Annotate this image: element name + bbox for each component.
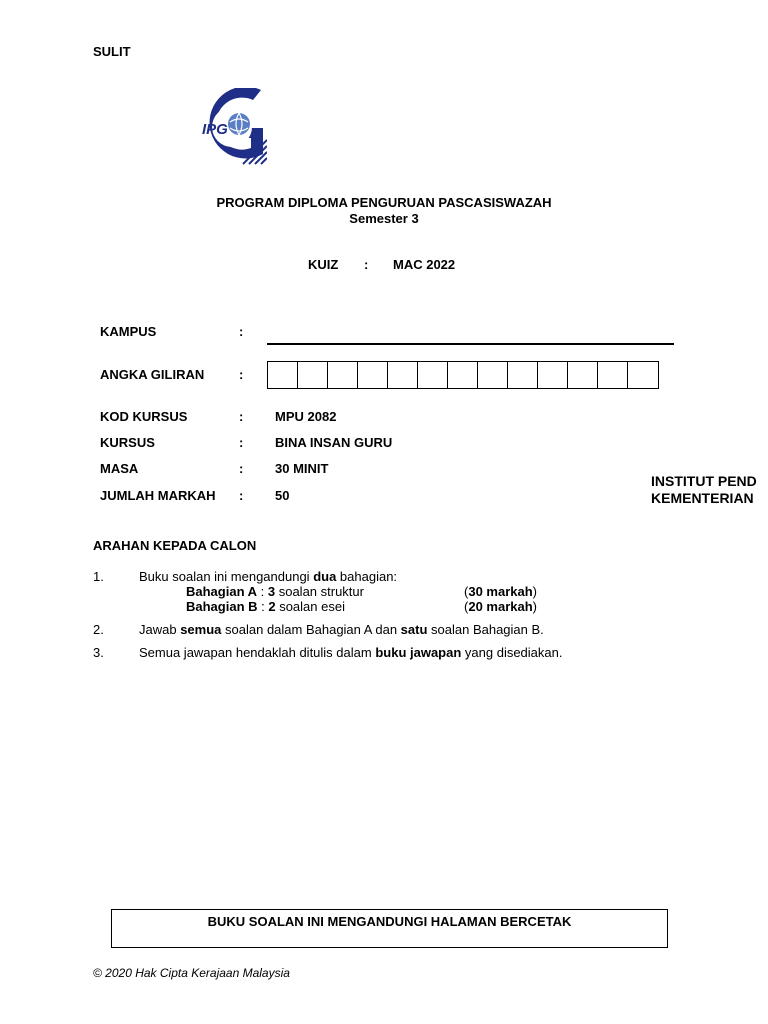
angka-giliran-box[interactable] [268, 362, 298, 388]
part-b-marks: (20 markah) [464, 599, 538, 614]
angka-giliran-box[interactable] [628, 362, 658, 388]
kampus-label: KAMPUS [100, 324, 157, 339]
instruction-1-number: 1. [93, 569, 104, 584]
kod-kursus-label: KOD KURSUS [100, 409, 188, 424]
instructions-heading: ARAHAN KEPADA CALON [93, 538, 257, 553]
masa-value: 30 MINIT [275, 461, 329, 476]
program-title: PROGRAM DIPLOMA PENGURUAN PASCASISWAZAH [216, 195, 552, 210]
institution-name-overflow [651, 473, 757, 507]
angka-giliran-box[interactable] [298, 362, 328, 388]
angka-giliran-box[interactable] [448, 362, 478, 388]
page-count-text: BUKU SOALAN INI MENGANDUNGI HALAMAN BERCETAK [207, 914, 572, 929]
kampus-colon: : [239, 324, 244, 339]
semester-label: Semester 3 [349, 211, 419, 226]
part-a-line: Bahagian A : 3 soalan struktur [186, 584, 364, 599]
masa-colon: : [239, 461, 244, 476]
part-b-line: Bahagian B : 2 soalan esei [186, 599, 345, 614]
copyright-notice: © 2020 Hak Cipta Kerajaan Malaysia [93, 966, 290, 980]
institution-line-2: KEMENTERIAN [651, 490, 754, 506]
kursus-colon: : [239, 435, 244, 450]
jumlah-markah-label: JUMLAH MARKAH [100, 488, 216, 503]
kursus-value: BINA INSAN GURU [275, 435, 393, 450]
ipg-logo [197, 88, 267, 166]
kod-kursus-colon: : [239, 409, 244, 424]
angka-giliran-box[interactable] [568, 362, 598, 388]
exam-type: KUIZ [308, 257, 339, 272]
kampus-input-line[interactable] [267, 343, 674, 345]
kursus-label: KURSUS [100, 435, 155, 450]
angka-giliran-box[interactable] [538, 362, 568, 388]
angka-giliran-box[interactable] [388, 362, 418, 388]
instruction-3-number: 3. [93, 645, 104, 660]
angka-giliran-box[interactable] [358, 362, 388, 388]
angka-giliran-label: ANGKA GILIRAN [100, 367, 205, 382]
masa-label: MASA [100, 461, 139, 476]
institution-line-1: INSTITUT PEND [651, 473, 757, 489]
kod-kursus-value: MPU 2082 [275, 409, 337, 424]
angka-giliran-boxes[interactable] [267, 361, 659, 389]
instruction-1-text: Buku soalan ini mengandungi dua bahagian: [139, 569, 398, 584]
instruction-2-text: Jawab semua soalan dalam Bahagian A dan satu soalan Bahagian B. [139, 622, 544, 637]
exam-date: MAC 2022 [393, 257, 456, 272]
angka-giliran-box[interactable] [508, 362, 538, 388]
angka-giliran-box[interactable] [418, 362, 448, 388]
angka-giliran-colon: : [239, 367, 244, 382]
angka-giliran-box[interactable] [598, 362, 628, 388]
instruction-2-number: 2. [93, 622, 104, 637]
logo-lettering: IPG [202, 121, 228, 138]
part-a-marks: (30 markah) [464, 584, 538, 599]
exam-colon: : [364, 257, 369, 272]
jumlah-markah-value: 50 [275, 488, 290, 503]
angka-giliran-box[interactable] [478, 362, 508, 388]
instruction-3-text: Semua jawapan hendaklah ditulis dalam buku jawapan yang disediakan. [139, 645, 563, 660]
classification-label: SULIT [93, 44, 131, 59]
angka-giliran-box[interactable] [328, 362, 358, 388]
jumlah-markah-colon: : [239, 488, 244, 503]
